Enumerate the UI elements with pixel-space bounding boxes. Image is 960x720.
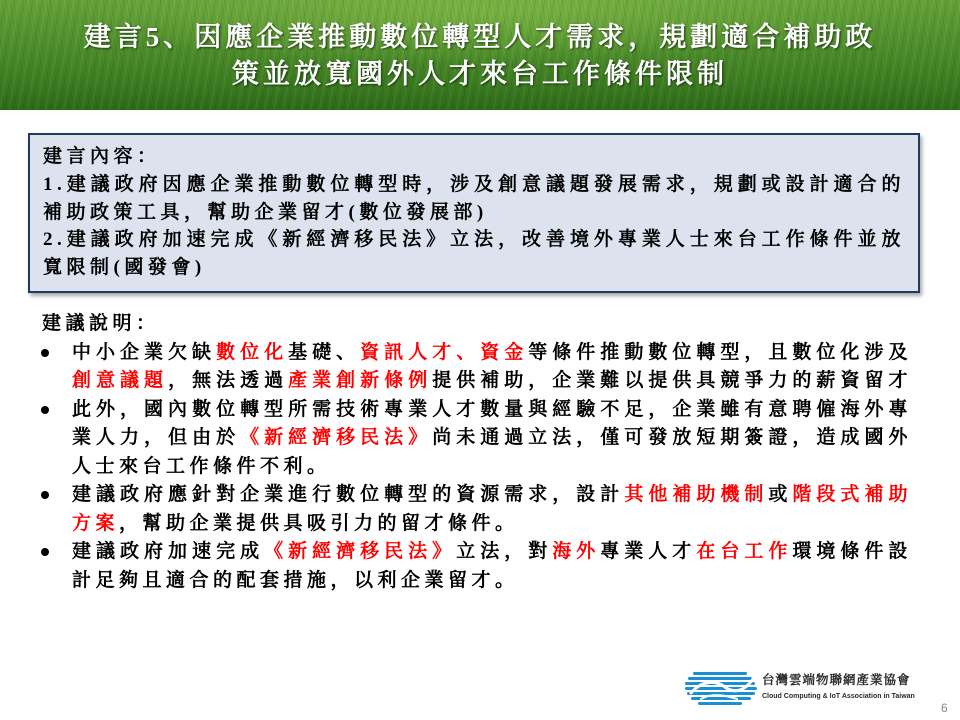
bullet-item-2 [42,396,922,482]
text-run: 產業創新條例 [288,370,433,391]
text-run: 基礎、 [288,341,361,363]
text-run: ，無法透過 [168,370,289,391]
text-run: 中小企業欠缺 [72,341,217,363]
bullet-line [72,510,912,539]
text-run: 尚未通過立法，僅可發放短期簽證，造成國外 [432,427,912,448]
bullet-line [72,367,912,396]
text-run: 業人力，但由於 [72,427,241,448]
text-run: 創意議題 [72,370,169,391]
bullet-line [72,424,912,453]
bullet-line [72,481,912,510]
text-run: 在台工作 [696,541,793,562]
text-run: 或 [768,484,793,505]
recommendation-content-box [28,133,920,293]
association-name-english: Cloud Computing & IoT Association in Taiwan [762,693,915,700]
page-number: 6 [941,701,948,715]
content-box-heading: 建言內容： [43,146,161,167]
text-run: 海外 [552,541,601,562]
text-run: 等條件推動數位轉型，且數位化涉及 [528,341,912,363]
bullet-line [72,339,912,368]
text-run: 《新經濟移民法》 [240,427,433,448]
title-banner [0,0,960,110]
bullet-item-3 [42,481,922,538]
text-run: 專業人才 [600,541,697,562]
text-run: 計足夠且適合的配套措施，以利企業留才。 [72,569,519,591]
text-run: 建議政府應針對企業進行數位轉型的資源需求，設計 [72,484,625,505]
text-run: 環境條件設 [792,541,912,562]
bullet-dot-icon [41,548,49,556]
text-run: 提供補助，企業難以提供具競爭力的薪資留才 [432,370,912,391]
text-run: 人士來台工作條件不利。 [72,455,331,477]
bullet-list [42,339,922,596]
text-run: 階段式補助 [792,484,912,505]
bullet-dot-icon [41,349,49,357]
explanation-section [42,310,922,595]
text-run: 方案 [72,512,120,534]
text-run: ，幫助企業提供具吸引力的留才條件。 [119,512,519,534]
bullet-line [72,453,912,482]
bullet-item-4 [42,538,922,595]
text-run: 《新經濟移民法》 [264,541,457,562]
explanation-heading: 建議說明： [42,313,160,334]
slide-title [0,19,960,93]
content-box-line-1: 1.建議政府因應企業推動數位轉型時，涉及創意議題發展需求，規劃或設計適合的 [43,173,905,195]
slide-title-line-1: 建言5、因應企業推動數位轉型人才需求，規劃適合補助政 [83,22,877,52]
association-name: 台灣雲端物聯網產業協會 [762,673,911,687]
bullet-dot-icon [41,491,49,499]
bullet-line [72,567,912,596]
association-logo-icon [685,669,757,707]
text-run: 數位化 [216,341,289,363]
content-box-line-4: 寬限制(國發會) [43,257,206,278]
association-logo [685,668,920,708]
slide-title-line-2: 策並放寬國外人才來台工作條件限制 [232,59,728,89]
text-run: 此外，國內數位轉型所需技術專業人才數量與經驗不足，企業雖有意聘僱海外專 [72,398,912,420]
text-run: 立法，對 [456,541,553,562]
bullet-line [72,396,912,425]
text-run: 建議政府加速完成 [72,541,265,562]
bullet-dot-icon [41,406,49,414]
content-box-line-3: 2.建議政府加速完成《新經濟移民法》立法，改善境外專業人士來台工作條件並放 [43,229,905,251]
content-box-line-2: 補助政策工具，幫助企業留才(數位發展部) [43,201,488,223]
text-run: 其他補助機制 [624,484,769,505]
bullet-item-1 [42,339,922,396]
bullet-line [72,538,912,567]
text-run: 資訊人才、資金 [360,341,529,363]
